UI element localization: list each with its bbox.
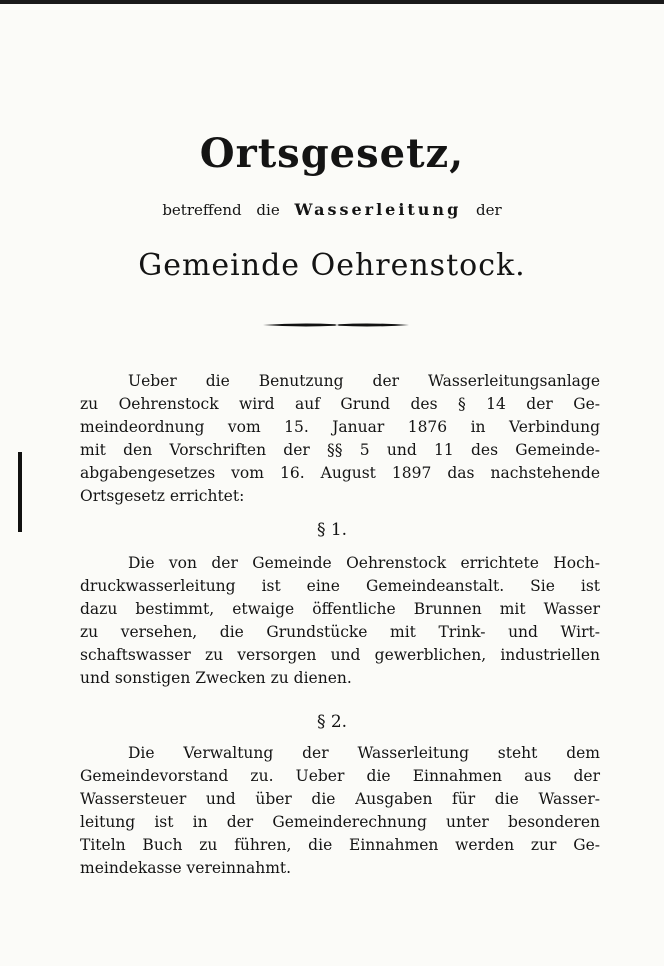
section-line: und sonstigen Zwecken zu dienen. — [80, 669, 352, 687]
section-heading-2: § 2. — [316, 712, 348, 732]
section-line: Die von der Gemeinde Oehrenstock errichtete Hoch- — [128, 554, 600, 572]
section-line: dazu bestimmt, etwaige öffentliche Brunnen mit Wasser — [80, 600, 600, 618]
intro-line: Ueber die Benutzung der Wasserleitungsanlage — [128, 372, 600, 390]
section-1-paragraph — [80, 552, 600, 690]
intro-line: mit den Vorschriften der §§ 5 und 11 des Gemeinde- — [80, 441, 600, 459]
top-border — [0, 0, 664, 4]
section-line: Gemeindevorstand zu. Ueber die Einnahmen aus der — [80, 767, 600, 785]
intro-line: zu Oehrenstock wird auf Grund des § 14 der Ge- — [80, 395, 600, 413]
section-2-paragraph — [80, 742, 600, 880]
section-line: Titeln Buch zu führen, die Einnahmen werden zur Ge- — [80, 836, 600, 854]
intro-line: meindeordnung vom 15. Januar 1876 in Verbindung — [80, 418, 600, 436]
section-line: Wassersteuer und über die Ausgaben für die Wasser- — [80, 790, 600, 808]
subtitle-emphasis: Wasserleitung — [294, 200, 462, 219]
section-line: meindekasse vereinnahmt. — [80, 859, 292, 877]
subtitle — [0, 198, 664, 222]
subtitle-suffix: der — [476, 201, 502, 219]
ornamental-rule — [263, 322, 409, 328]
subtitle-prefix: betreffend die — [162, 201, 280, 219]
section-line: schaftswasser zu versorgen und gewerblichen, industriellen — [80, 646, 600, 664]
section-line: druckwasserleitung ist eine Gemeindeanstalt. Sie ist — [80, 577, 600, 595]
section-line: zu versehen, die Grundstücke mit Trink- und Wirt- — [80, 623, 600, 641]
page-title: Ortsgesetz, — [199, 130, 465, 177]
town-name: Gemeinde Oehrenstock. — [138, 248, 526, 283]
section-heading-1: § 1. — [316, 520, 348, 540]
intro-line: Ortsgesetz errichtet: — [80, 487, 245, 505]
section-line: leitung ist in der Gemeinderechnung unter besonderen — [80, 813, 600, 831]
intro-paragraph — [80, 370, 600, 508]
intro-line: abgabengesetzes vom 16. August 1897 das nachstehende — [80, 464, 600, 482]
section-line: Die Verwaltung der Wasserleitung steht dem — [128, 744, 600, 762]
